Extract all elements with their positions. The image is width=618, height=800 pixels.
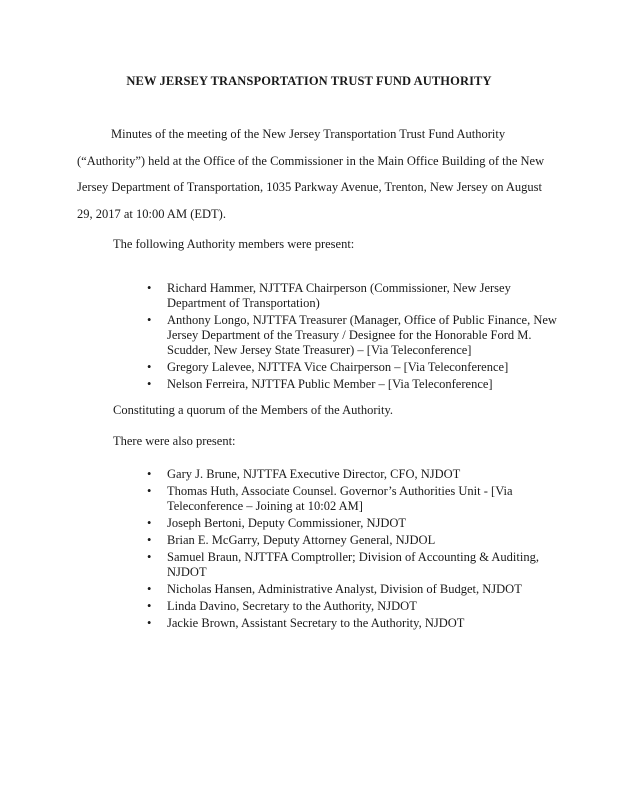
list-item: • Nelson Ferreira, NJTTFA Public Member – [Via Teleconference] xyxy=(146,377,566,392)
list-item: • Gary J. Brune, NJTTFA Executive Director, CFO, NJDOT xyxy=(146,467,566,482)
members-present-heading: The following Authority members were present: xyxy=(113,237,355,251)
also-present-heading: There were also present: xyxy=(113,434,236,448)
list-item: • Gregory Lalevee, NJTTFA Vice Chairperson – [Via Teleconference] xyxy=(146,360,566,375)
list-item: • Brian E. McGarry, Deputy Attorney General, NJDOL xyxy=(146,533,566,548)
list-item: • Samuel Braun, NJTTFA Comptroller; Division of Accounting & Auditing, NJDOT xyxy=(146,550,566,580)
list-item: • Richard Hammer, NJTTFA Chairperson (Commissioner, New Jersey Department of Transportation) xyxy=(146,281,566,311)
list-item: • Joseph Bertoni, Deputy Commissioner, NJDOT xyxy=(146,516,566,531)
members-list xyxy=(146,281,566,394)
list-item: • Linda Davino, Secretary to the Authority, NJDOT xyxy=(146,599,566,614)
intro-text: Minutes of the meeting of the New Jersey Transportation Trust Fund Authority (“Authority”) held at the Office of the Commissioner in the Main Office Building of the New Jersey Department of Transportation, 1035 Parkway Avenue, Trenton, New Jersey on August 29, 2017 at 10:00 AM (EDT). xyxy=(77,127,545,221)
list-item: • Anthony Longo, NJTTFA Treasurer (Manager, Office of Public Finance, New Jersey Department of the Treasury / Designee for the Honorable Ford M. Scudder, New Jersey State Treasurer) – [Via Teleconference] xyxy=(146,313,566,358)
quorum-statement: Constituting a quorum of the Members of the Authority. xyxy=(113,403,394,417)
intro-paragraph xyxy=(77,121,547,227)
list-item: • Jackie Brown, Assistant Secretary to the Authority, NJDOT xyxy=(146,616,566,631)
also-present-list xyxy=(146,467,566,633)
list-item: • Thomas Huth, Associate Counsel. Governor’s Authorities Unit - [Via Teleconference – Joining at 10:02 AM] xyxy=(146,484,566,514)
list-item: • Nicholas Hansen, Administrative Analyst, Division of Budget, NJDOT xyxy=(146,582,566,597)
document-title: NEW JERSEY TRANSPORTATION TRUST FUND AUTHORITY xyxy=(126,74,492,88)
